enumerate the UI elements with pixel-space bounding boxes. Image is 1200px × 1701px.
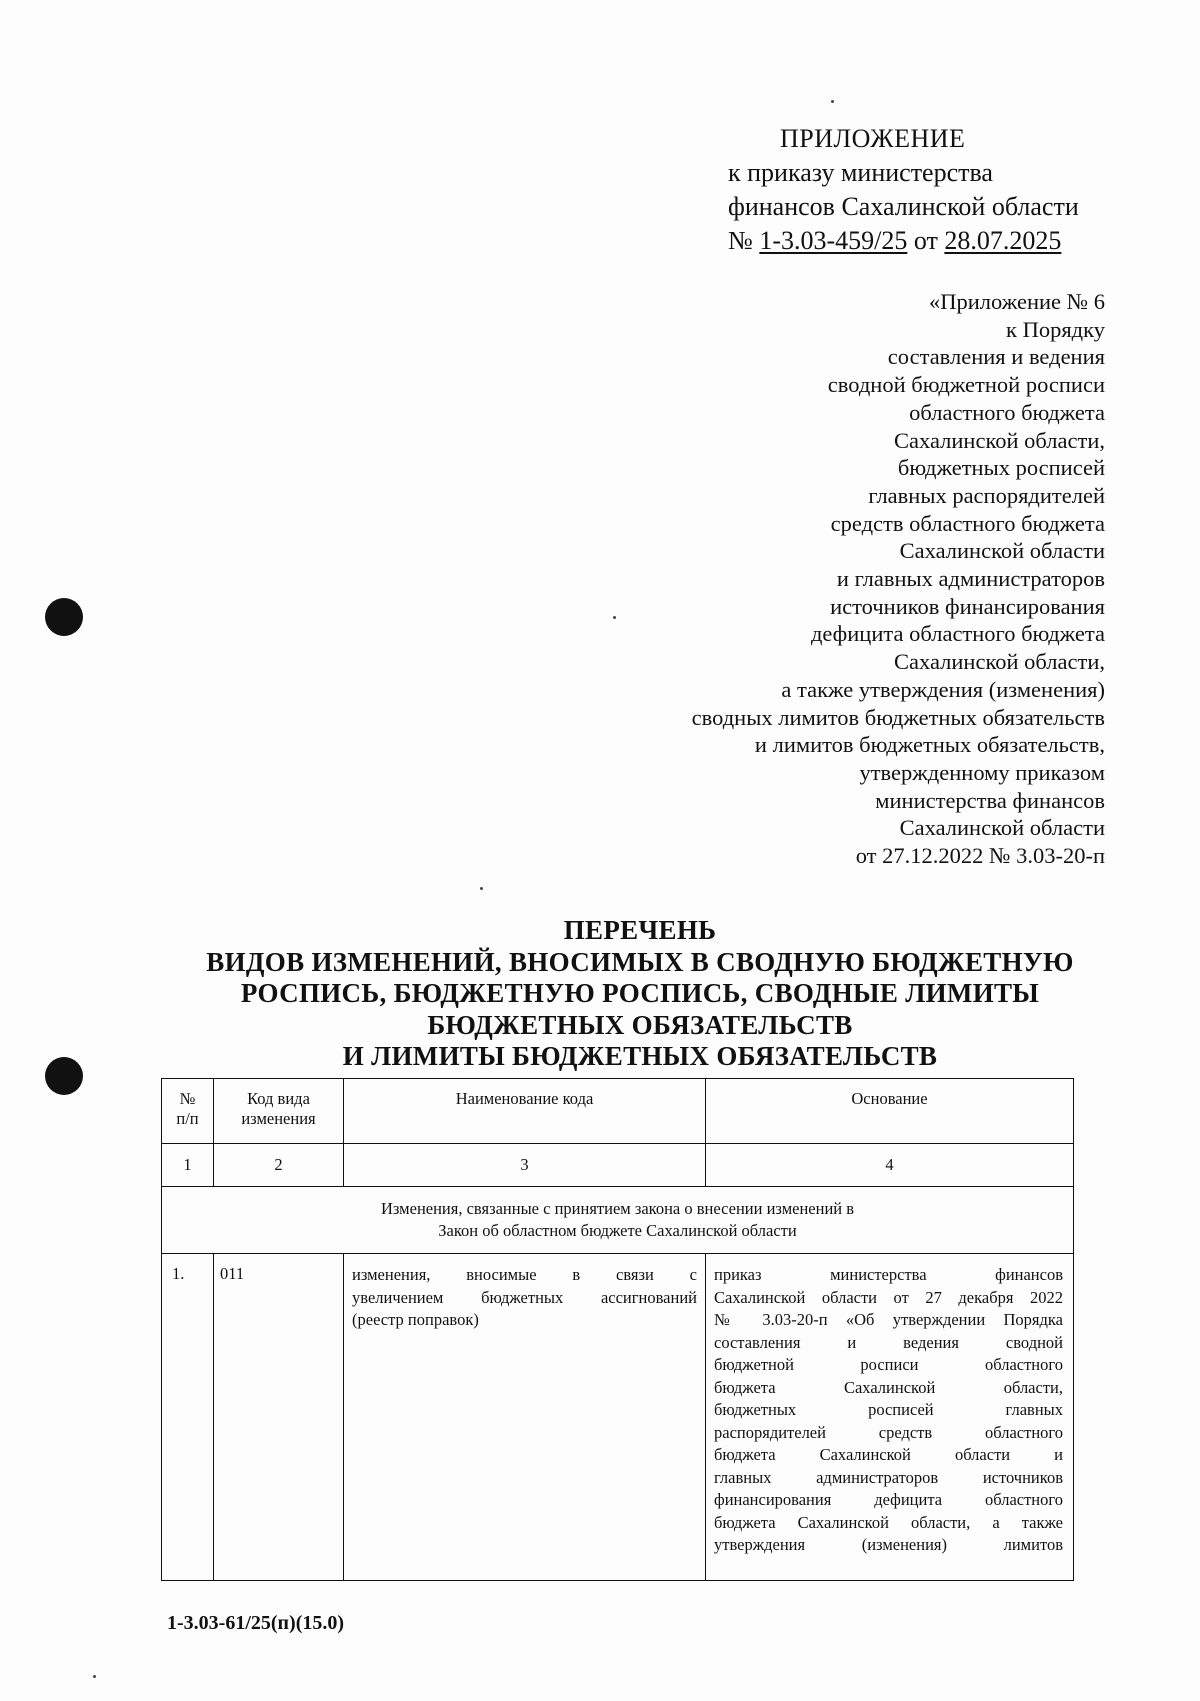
title-line: И ЛИМИТЫ БЮДЖЕТНЫХ ОБЯЗАТЕЛЬСТВ	[342, 1041, 938, 1071]
annex-line: от 27.12.2022 № 3.03-20-п	[855, 843, 1105, 869]
header-line: финансов Сахалинской области	[728, 192, 1079, 221]
annex-line: главных распорядителей	[868, 482, 1105, 508]
date-prefix: от	[913, 226, 938, 255]
section-row	[162, 1187, 1074, 1254]
punch-hole-mark	[45, 1057, 83, 1095]
annex-line: к Порядку	[1006, 316, 1105, 342]
annex-line: дефицита областного бюджета	[810, 621, 1105, 647]
basis-line: главных администраторов источников	[714, 1467, 1063, 1487]
scan-speck	[831, 100, 834, 103]
column-number: 1	[162, 1144, 214, 1187]
annex-line: сводной бюджетной росписи	[827, 372, 1105, 398]
section-line: Изменения, связанные с принятием закона о внесении изменений в	[380, 1199, 855, 1218]
row-code: 011	[214, 1254, 344, 1581]
approval-header	[728, 122, 1079, 258]
basis-line: бюджета Сахалинской области и	[714, 1445, 1063, 1464]
header-code-line: Код вида	[247, 1089, 310, 1108]
row-name-line: (реестр поправок)	[352, 1310, 479, 1329]
annex-line: сводных лимитов бюджетных обязательств	[691, 704, 1105, 730]
annex-line: областного бюджета	[909, 399, 1105, 425]
row-basis	[706, 1254, 1074, 1581]
annex-line: источников финансирования	[830, 593, 1105, 619]
basis-line: бюджета Сахалинской области,	[714, 1377, 1063, 1397]
title-line: ПЕРЕЧЕНЬ	[563, 915, 717, 945]
annex-line: «Приложение № 6	[929, 289, 1105, 314]
column-number-row	[162, 1144, 1074, 1187]
basis-line: бюджета Сахалинской области, а также	[714, 1512, 1063, 1532]
annex-line: министерства финансов	[875, 787, 1105, 813]
title-line: ВИДОВ ИЗМЕНЕНИЙ, ВНОСИМЫХ В СВОДНУЮ БЮДЖЕТНУЮ	[206, 946, 1074, 977]
basis-line: финансирования дефицита областного	[714, 1490, 1063, 1509]
scan-speck	[480, 887, 483, 890]
basis-line: бюджетных росписей главных	[714, 1400, 1063, 1419]
document-title	[160, 915, 1120, 1073]
annex-line: средств областного бюджета	[830, 510, 1105, 536]
header-num-line: п/п	[176, 1109, 199, 1128]
number-prefix: №	[728, 226, 753, 255]
title-line: БЮДЖЕТНЫХ ОБЯЗАТЕЛЬСТВ	[427, 1009, 853, 1040]
annex-reference	[545, 288, 1105, 870]
column-number: 2	[214, 1144, 344, 1187]
annex-line: Сахалинской области,	[894, 649, 1105, 675]
section-heading	[162, 1187, 1074, 1254]
appendix-title: ПРИЛОЖЕНИЕ	[780, 124, 966, 153]
annex-line: и главных администраторов	[836, 566, 1105, 592]
basis-line: распорядителей средств областного	[714, 1422, 1063, 1442]
scan-speck	[93, 1675, 96, 1678]
header-num	[162, 1079, 214, 1144]
row-name-line: изменения, вносимые в связи с	[352, 1265, 697, 1284]
basis-line: бюджетной росписи областного	[714, 1355, 1063, 1374]
basis-line: № 3.03-20-п «Об утверждении Порядка	[714, 1310, 1063, 1329]
title-line: РОСПИСЬ, БЮДЖЕТНУЮ РОСПИСЬ, СВОДНЫЕ ЛИМИТЫ	[240, 978, 1040, 1008]
order-date: 28.07.2025	[944, 226, 1062, 255]
header-line: к приказу министерства	[728, 158, 993, 187]
column-number: 4	[706, 1144, 1074, 1187]
order-number: 1-3.03-459/25	[759, 226, 908, 255]
header-basis: Основание	[706, 1079, 1074, 1144]
header-name: Наименование кода	[344, 1079, 706, 1144]
annex-line: и лимитов бюджетных обязательств,	[754, 732, 1105, 758]
punch-hole-mark	[45, 598, 83, 636]
header-code	[214, 1079, 344, 1144]
basis-line: утверждения (изменения) лимитов	[714, 1535, 1063, 1554]
basis-line: Сахалинской области от 27 декабря 2022	[714, 1287, 1063, 1307]
change-types-table	[161, 1078, 1074, 1581]
table-row	[162, 1254, 1074, 1581]
basis-line: составления и ведения сводной	[714, 1332, 1063, 1352]
annex-line: утвержденному приказом	[859, 759, 1105, 785]
annex-line: а также утверждения (изменения)	[781, 676, 1105, 702]
annex-line: составления и ведения	[887, 344, 1105, 370]
section-line: Закон об областном бюджете Сахалинской области	[438, 1221, 797, 1240]
annex-line: Сахалинской области	[899, 538, 1105, 564]
table-header-row	[162, 1079, 1074, 1144]
row-name-line: увеличением бюджетных ассигнований	[352, 1287, 697, 1307]
header-code-line: изменения	[241, 1109, 316, 1128]
basis-line: приказ министерства финансов	[714, 1265, 1063, 1284]
annex-line: Сахалинской области,	[894, 427, 1105, 453]
row-number: 1.	[162, 1254, 214, 1581]
annex-line: бюджетных росписей	[897, 455, 1105, 481]
order-number-line	[728, 224, 1079, 258]
header-num-line: №	[179, 1089, 196, 1108]
annex-line: Сахалинской области	[899, 815, 1105, 841]
document-footer-code: 1-3.03-61/25(п)(15.0)	[167, 1612, 345, 1634]
row-name	[344, 1254, 706, 1581]
column-number: 3	[344, 1144, 706, 1187]
